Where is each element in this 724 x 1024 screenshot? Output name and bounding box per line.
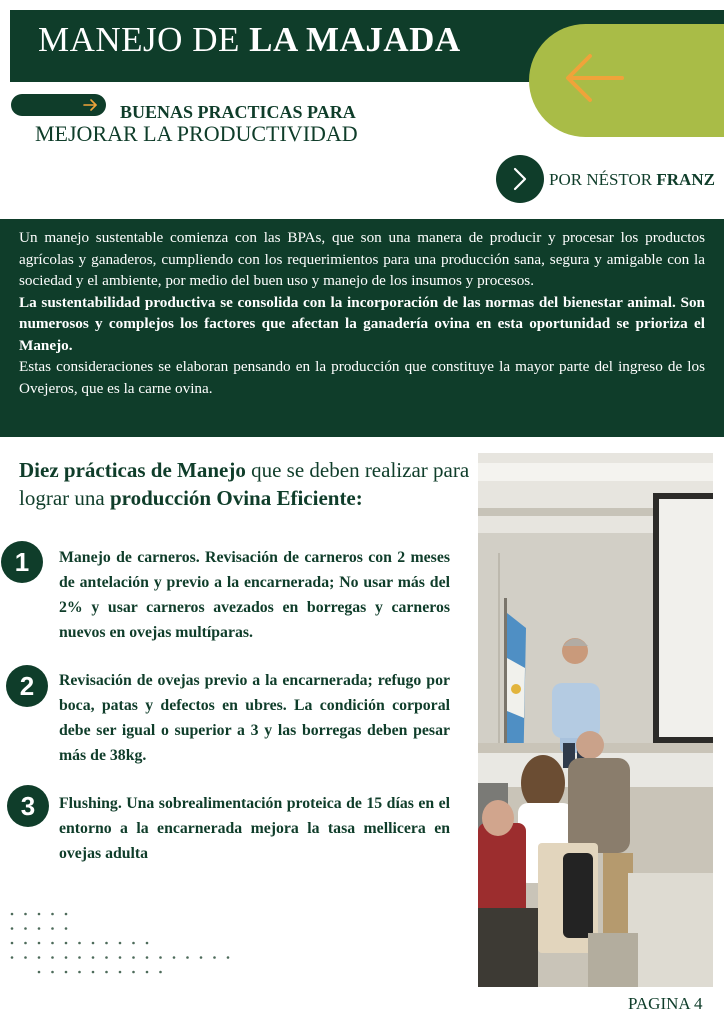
page-title [38, 20, 461, 60]
section-heading [19, 456, 474, 512]
subtitle-line-1: BUENAS PRACTICAS PARA [120, 102, 356, 122]
title-bold: LA MAJADA [249, 20, 461, 59]
title-regular: MANEJO DE [38, 20, 250, 59]
heading-bold-2: producción Ovina Eficiente: [109, 486, 363, 510]
heading-regular-1: que se deben realizar para lograr una [19, 458, 470, 510]
arrow-left-icon [560, 48, 630, 108]
intro-paragraph-1: Un manejo sustentable comienza con las BPAs, que son una manera de producir y procesar los productos agrícolas y ganaderos, cumpliendo con los requerimientos para una producción sana, segura y amigable con la sociedad y el ambiente, por medio del buen uso y manejo de los insumos y procesos. [19, 229, 705, 289]
intro-paragraph-2: La sustentabilidad productiva se consolida con la incorporación de las normas del bienestar animal. Son numerosos y complejos los factores que afectan la ganadería ovina en esta oportunidad se prioriza el Manejo. [19, 293, 705, 354]
subtitle-line-2: MEJORAR LA PRODUCTIVIDAD [35, 121, 358, 146]
author-name: FRANZ [656, 170, 715, 189]
practice-number-1: 1 [1, 541, 43, 583]
practice-text-2: Revisación de ovejas previo a la encarnerada; refugo por boca, patas y defectos en ubres. La condición corporal debe ser igual o superior a 3 y las borregas deben pesar más de 38kg. [59, 672, 450, 764]
page-number: PAGINA 4 [628, 994, 703, 1013]
practice-number-3: 3 [7, 785, 49, 827]
decorative-dots [8, 910, 238, 990]
arrow-right-icon [82, 97, 98, 113]
event-photo [478, 453, 713, 987]
author-prefix: POR NÉSTOR [549, 170, 657, 189]
practice-number-2: 2 [6, 665, 48, 707]
intro-paragraph-3: Estas consideraciones se elaboran pensando en la producción que constituye la mayor parte del ingreso de los Ovejeros, que es la carne ovina. [19, 358, 705, 397]
author-byline [549, 170, 715, 190]
chevron-right-icon [509, 166, 531, 192]
intro-text [19, 227, 705, 399]
practice-text-3: Flushing. Una sobrealimentación proteica de 15 días en el entorno a la encarnerada mejora la tasa mellicera en ovejas adulta [59, 795, 450, 862]
heading-bold-1: Diez prácticas de Manejo [19, 458, 246, 482]
practice-text-1: Manejo de carneros. Revisación de carneros con 2 meses de antelación y previo a la encarnerada; No usar más del 2% y usar carneros avezados en borregas y carneros nuevos en ovejas multíparas. [59, 549, 450, 641]
